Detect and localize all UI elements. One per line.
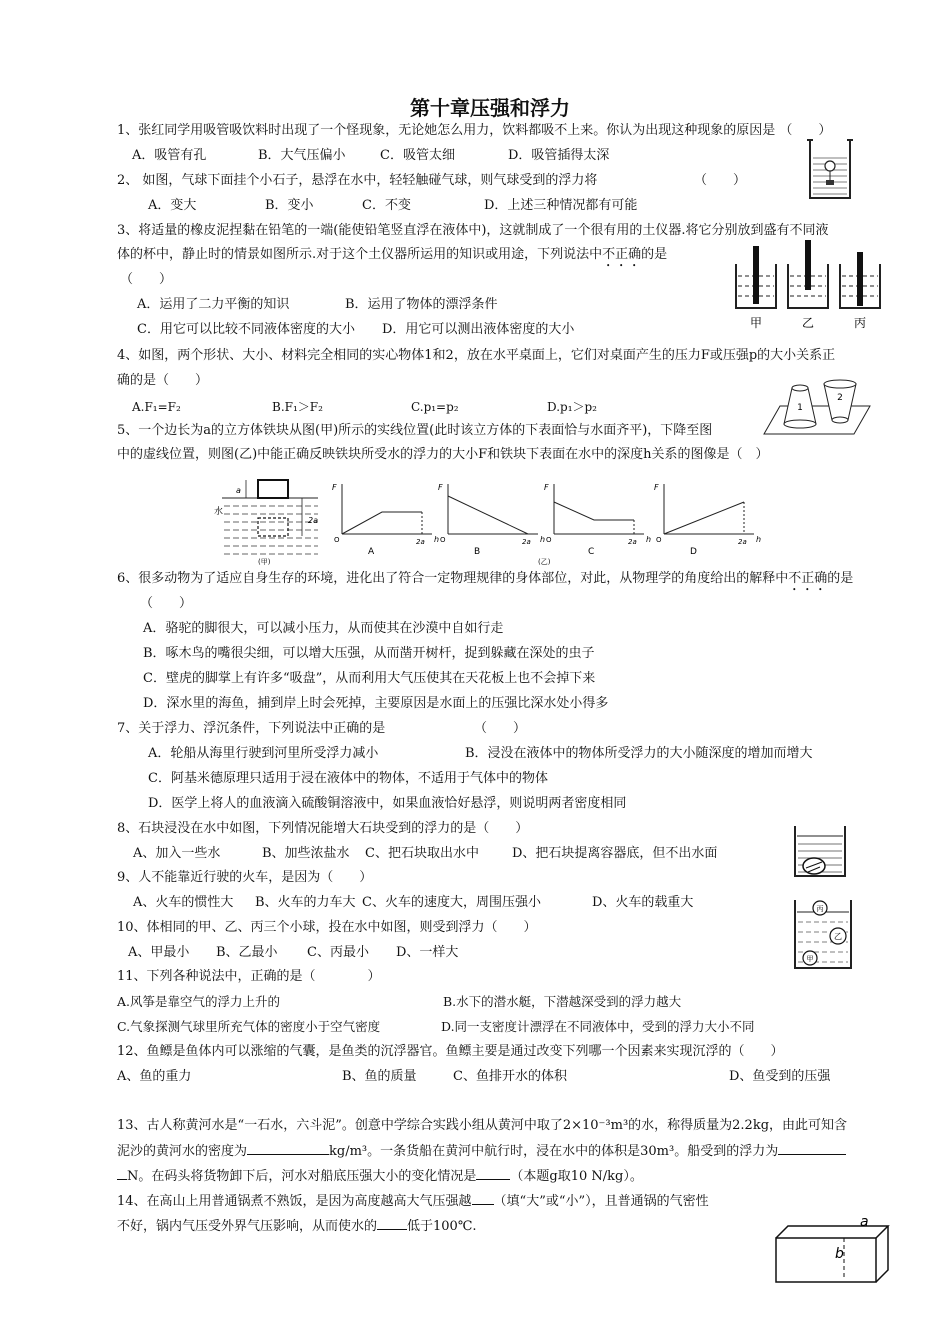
graph-a-h: h	[434, 535, 440, 544]
buoyancy-answer-blank-1[interactable]	[778, 1142, 846, 1155]
q3-line2	[117, 246, 667, 270]
q2-option-c: C．不变	[362, 198, 411, 213]
q2-option-a: A．变大	[148, 198, 197, 213]
q9-option-c: C、火车的速度大，周围压强小	[362, 895, 541, 910]
q5-line1: 5、一个边长为a的立方体铁块从图(甲)所示的实线位置(此时该立方体的下表面恰与水面齐平)，下降至图	[117, 423, 713, 438]
q13-line1: 13、古人称黄河水是“一石水，六斗泥”。创意中学综合实践小组从黄河中取了2×10⁻³m³的水，称得质量为2.2kg，由此可知含	[117, 1118, 848, 1133]
q12-option-b: B、鱼的质量	[342, 1069, 417, 1084]
cube-buoyancy-figure	[210, 476, 770, 566]
buoyancy-answer-blank-2[interactable]	[117, 1167, 127, 1180]
cube-container	[214, 480, 318, 566]
graph-b-2a: 2a	[522, 538, 531, 546]
q7-paren: （ ）	[474, 721, 527, 736]
fig-yi-label: (乙)	[538, 558, 551, 566]
q14-line1-end: （填“大”或“小”），且普通锅的气密性	[493, 1194, 709, 1209]
beaker-label-bing: 丙	[853, 316, 867, 330]
q4-line1: 4、如图，两个形状、大小、材料完全相同的实心物体1和2，放在水平桌面上，它们对桌面产生的压力F或压强p的大小关系正	[117, 348, 836, 363]
pressure-answer-blank[interactable]	[472, 1192, 494, 1205]
fig-jia-label: (甲)	[258, 558, 271, 566]
q5-line2: 中的虚线位置，则图(乙)中能正确反映铁块所受水的浮力的大小F和铁块下表面在水中的深度h关系的图像是（ ）	[117, 447, 769, 462]
q6-stem-text: 6、很多动物为了适应自身生存的环境，进化出了符合一定物理规律的身体部位，对此，从物理学的角度给出的解释中	[117, 571, 789, 586]
q3-option-a: A．运用了二力平衡的知识	[137, 297, 290, 312]
q4-option-a: A.F₁=F₂	[132, 400, 181, 414]
graph-c-2a: 2a	[628, 538, 637, 546]
q11-option-c: C.气象探测气球里所充气体的密度小于空气密度	[117, 1019, 381, 1034]
q6-emphasis: 不正确	[788, 571, 828, 586]
q2-option-d: D．上述三种情况都有可能	[484, 198, 638, 213]
graph-a-label: A	[368, 547, 375, 557]
graph-c-f: F	[544, 483, 549, 492]
q13-line2	[117, 1142, 846, 1161]
frustum-table-figure	[762, 374, 872, 438]
q14-line1	[117, 1192, 709, 1211]
q7-option-a: A．轮船从海里行驶到河里所受浮力减小	[148, 746, 379, 761]
graph-b-label: B	[474, 547, 481, 557]
q10-option-d: D、一样大	[396, 945, 459, 960]
q14-line2	[117, 1217, 477, 1236]
q8-option-d: D、把石块提离容器底，但不出水面	[512, 846, 718, 861]
q12-option-a: A、鱼的重力	[117, 1069, 192, 1084]
q3-option-b: B．运用了物体的漂浮条件	[345, 297, 498, 312]
object-label-1: 1	[797, 403, 803, 413]
graph-d-label: D	[690, 547, 697, 557]
q14-line2-text: 不好，锅内气压受外界气压影响，从而使水的	[117, 1219, 378, 1234]
graph-d	[654, 483, 761, 557]
q4-option-b: B.F₁＞F₂	[272, 400, 323, 414]
ball-label-yi: 乙	[834, 932, 842, 941]
q9-option-d: D、火车的载重大	[592, 895, 694, 910]
q9-option-a: A、火车的惯性大	[133, 895, 234, 910]
q11-option-a: A.风筝是靠空气的浮力上升的	[117, 994, 281, 1009]
q3-line2-text: 体的杯中，静止时的情景如图所示.对于这个土仪器所运用的知识或用途，下列说法中	[117, 247, 603, 262]
graph-a	[332, 483, 439, 557]
ball-label-jia: 甲	[806, 955, 814, 963]
q9-stem: 9、人不能靠近行驶的火车，是因为（ ）	[117, 870, 373, 885]
graph-a-2a: 2a	[416, 538, 425, 546]
q10-option-b: B、乙最小	[216, 945, 278, 960]
q13-line3-end: （本题g取10 N/kg）。	[510, 1169, 643, 1184]
q6-stem	[117, 570, 853, 594]
q11-option-b: B.水下的潜水艇，下潜越深受到的浮力越大	[443, 994, 682, 1009]
ball-label-bing: 丙	[816, 905, 824, 913]
fig-label-a: a	[860, 1214, 869, 1230]
q6-option-d: D．深水里的海鱼，捕到岸上时会死掉，主要原因是水面上的压强比深水处小得多	[143, 696, 609, 711]
q1-option-c: C．吸管太细	[380, 148, 455, 163]
q8-stem: 8、石块浸没在水中如图，下列情况能增大石块受到的浮力的是（ ）	[117, 821, 529, 836]
graph-c-o: O	[546, 536, 552, 544]
q3-line1: 3、将适量的橡皮泥捏黏在铅笔的一端(能使铅笔竖直浮在液体中)，这就制成了一个很有用的土仪器.将它分别放到盛有不同液	[117, 223, 829, 238]
q10-stem: 10、体相同的甲、乙、丙三个小球，投在水中如图，则受到浮力（ ）	[117, 920, 537, 935]
q7-option-c: C．阿基米德原理只适用于浸在液体中的物体，不适用于气体中的物体	[148, 771, 548, 786]
water-label: 水	[214, 507, 224, 517]
graph-c-h: h	[646, 535, 652, 544]
q11-stem: 11、下列各种说法中，正确的是（ ）	[117, 969, 381, 984]
q14-line1-text: 14、在高山上用普通锅煮不熟饭，是因为高度越高大气压强越	[117, 1194, 472, 1209]
q3-emphasis: 不正确	[602, 247, 642, 262]
q6-stem-end: 的是	[827, 571, 854, 586]
q11-option-d: D.同一支密度计漂浮在不同液体中，受到的浮力大小不同	[441, 1019, 755, 1034]
depth-label: 2a	[308, 516, 318, 525]
q7-stem: 7、关于浮力、浮沉条件，下列说法中正确的是	[117, 721, 386, 736]
graph-d-o: O	[656, 536, 662, 544]
q12-stem: 12、鱼鳔是鱼体内可以涨缩的气囊，是鱼类的沉浮器官。鱼鳔主要是通过改变下列哪一个因素来实现沉浮的（ ）	[117, 1044, 784, 1059]
pencil-hydrometer-figure	[730, 236, 890, 332]
q4-option-c: C.p₁=p₂	[411, 400, 459, 414]
q12-option-d: D、鱼受到的压强	[729, 1069, 831, 1084]
q6-option-b: B．啄木鸟的嘴很尖细，可以增大压强，从而凿开树杆，捉到躲藏在深处的虫子	[143, 646, 595, 661]
q3-paren: （ ）	[120, 272, 173, 287]
q13-line2-text: 泥沙的黄河水的密度为	[117, 1144, 248, 1159]
density-answer-blank[interactable]	[247, 1142, 329, 1155]
q7-option-d: D．医学上将人的血液滴入硫酸铜溶液中，如果血液恰好悬浮，则说明两者密度相同	[148, 796, 627, 811]
balloon-beaker-figure	[806, 136, 854, 202]
q3-line2-end: 的是	[641, 247, 668, 262]
graph-d-2a: 2a	[738, 538, 747, 546]
beaker-label-yi: 乙	[801, 316, 815, 330]
q13-line3-text: N。在码头将货物卸下后，河水对船底压强大小的变化情况是	[127, 1169, 477, 1184]
q14-line2-end: 低于100℃.	[407, 1219, 477, 1234]
q4-option-d: D.p₁＞p₂	[547, 400, 597, 414]
q2-paren: （ ）	[694, 173, 747, 188]
graph-c	[538, 483, 651, 566]
q10-option-c: C、丙最小	[307, 945, 369, 960]
object-label-2: 2	[837, 393, 843, 403]
graph-d-f: F	[654, 483, 659, 492]
beaker-label-jia: 甲	[749, 316, 763, 330]
graph-a-f: F	[332, 483, 337, 492]
fig-label-b: b	[835, 1246, 844, 1262]
q1-option-a: A．吸管有孔	[132, 148, 207, 163]
stone-beaker-figure	[792, 824, 848, 880]
q6-option-a: A．骆驼的脚很大，可以减小压力，从而使其在沙漠中自如行走	[143, 621, 504, 636]
boiling-answer-blank[interactable]	[377, 1217, 407, 1230]
pressure-change-blank[interactable]	[476, 1167, 510, 1180]
q8-option-a: A、加入一些水	[133, 846, 221, 861]
q8-option-b: B、加些浓盐水	[262, 846, 350, 861]
graph-c-label: C	[588, 547, 595, 557]
q4-line2: 确的是（ ）	[117, 373, 209, 388]
q9-option-b: B、火车的力车大	[255, 895, 356, 910]
graph-b-h: h	[540, 535, 546, 544]
q13-line2-end: kg/m³。一条货船在黄河中航行时，浸在水中的体积是30m³。船受到的浮力为	[329, 1144, 779, 1159]
page-title: 第十章压强和浮力	[410, 96, 570, 120]
graph-b-o: O	[440, 536, 446, 544]
q2-stem: 2、 如图，气球下面挂个小石子，悬浮在水中，轻轻触碰气球，则气球受到的浮力将	[117, 173, 598, 188]
q2-option-b: B．变小	[265, 198, 314, 213]
box-dimension-figure	[772, 1214, 894, 1286]
q10-option-a: A、甲最小	[128, 945, 190, 960]
q6-paren: （ ）	[140, 596, 193, 611]
q13-line3	[117, 1167, 643, 1186]
cube-side-label: a	[236, 486, 241, 495]
q1-option-d: D．吸管插得太深	[508, 148, 610, 163]
q1-option-b: B．大气压偏小	[258, 148, 346, 163]
q3-option-c: C．用它可以比较不同液体密度的大小	[137, 322, 355, 337]
q12-option-c: C、鱼排开水的体积	[453, 1069, 567, 1084]
graph-d-h: h	[756, 535, 762, 544]
q8-option-c: C、把石块取出水中	[365, 846, 479, 861]
graph-b	[438, 483, 545, 557]
q7-option-b: B．浸没在液体中的物体所受浮力的大小随深度的增加而增大	[465, 746, 813, 761]
graph-b-f: F	[438, 483, 443, 492]
q1-stem: 1、张红同学用吸管吸饮料时出现了一个怪现象，无论她怎么用力，饮料都吸不上来。你认为出现这种现象的原因是 （ ）	[117, 123, 832, 138]
q3-option-d: D．用它可以测出液体密度的大小	[382, 322, 575, 337]
q6-option-c: C．壁虎的脚掌上有许多“吸盘”，从而利用大气压使其在天花板上也不会掉下来	[143, 671, 596, 686]
graph-a-o: O	[334, 536, 340, 544]
three-balls-figure	[792, 898, 854, 972]
